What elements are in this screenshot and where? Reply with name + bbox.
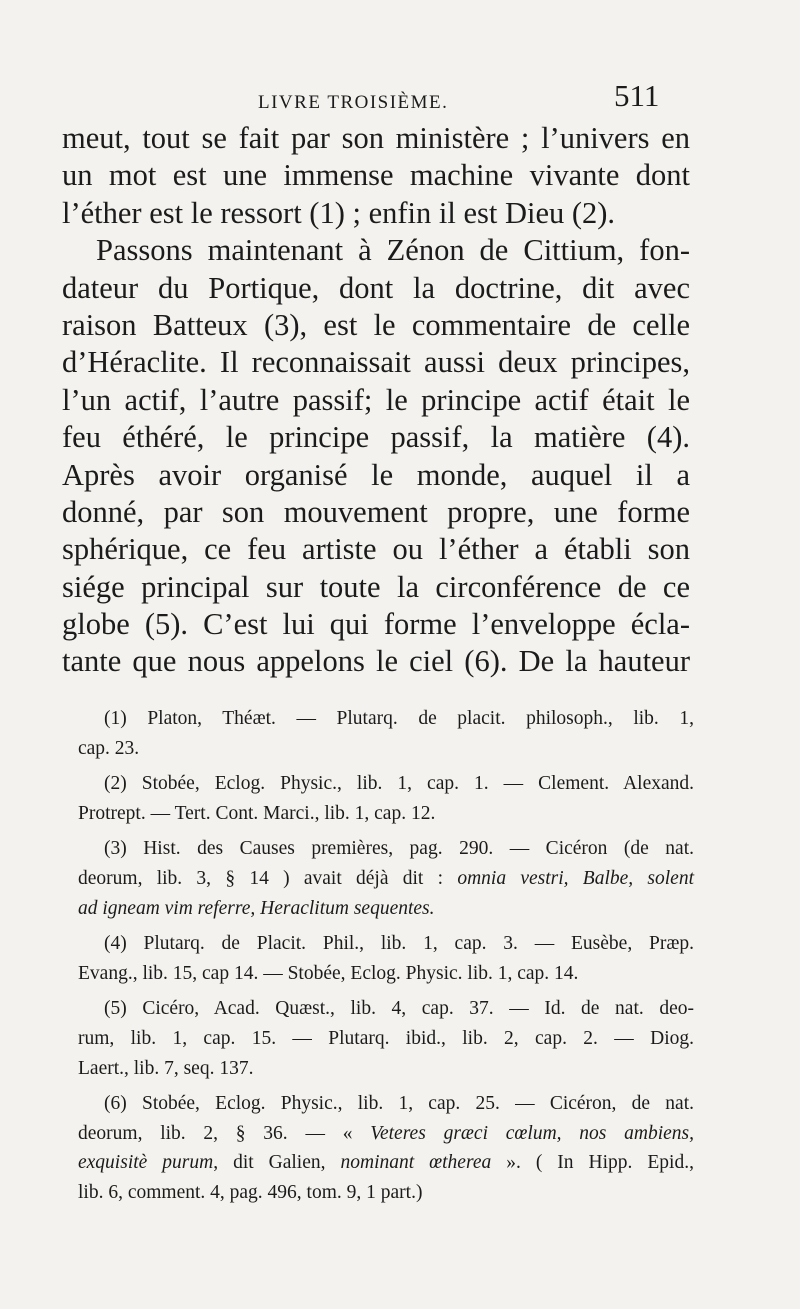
footnote-line: (1) Platon, Théæt. — Plutarq. de placit. philosoph., lib. 1, [104, 708, 694, 729]
footnote-text: , dit Galien, [213, 1152, 341, 1174]
footnote-line: Evang., lib. 15, cap 14. — Stobée, Eclog. Physic. lib. 1, cap. 14. [78, 962, 579, 984]
footnote-1 [78, 704, 694, 763]
footnote-3 [78, 834, 694, 923]
footnote-6 [78, 1089, 694, 1207]
footnote-line: (5) Cicéro, Acad. Quæst., lib. 4, cap. 37. — Id. de nat. deo- [104, 998, 694, 1020]
footnote-text: ». ( In Hipp. Epid., [491, 1152, 694, 1174]
footnotes [78, 704, 694, 1214]
latin-quote-line: ad igneam vim referre, Heraclitum sequentes. [78, 897, 435, 919]
main-text [62, 120, 690, 681]
footnote-line [78, 864, 694, 894]
latin-quote: nominant œtherea [340, 1152, 492, 1174]
footnote-line [78, 1119, 694, 1149]
footnote-line: (2) Stobée, Eclog. Physic., lib. 1, cap. 1. — Clement. Alexand. [104, 773, 694, 795]
text-line: l’éther est le ressort (1) ; enfin il est Dieu (2). [62, 195, 616, 230]
footnote-line: (6) Stobée, Eclog. Physic., lib. 1, cap. 25. — Cicéron, de nat. [104, 1093, 694, 1115]
text-line: donné, par son mouvement propre, une forme [62, 494, 690, 529]
text-line: un mot est une immense machine vivante dont [62, 158, 690, 193]
text-line: Après avoir organisé le monde, auquel il a [62, 457, 690, 492]
footnote-2 [78, 769, 694, 828]
footnote-line: rum, lib. 1, cap. 15. — Plutarq. ibid., lib. 2, cap. 2. — Diog. [78, 1027, 694, 1049]
text-line: raison Batteux (3), est le commentaire de celle [62, 307, 690, 342]
footnote-4 [78, 929, 694, 988]
text-line: dateur du Portique, dont la doctrine, dit avec [62, 270, 690, 305]
footnote-line: (3) Hist. des Causes premières, pag. 290. — Cicéron (de nat. [104, 838, 694, 860]
text-line: l’un actif, l’autre passif; le principe actif était le [62, 382, 690, 417]
page-number: 511 [614, 78, 660, 113]
text-line: d’Héraclite. Il reconnaissait aussi deux principes, [62, 345, 690, 380]
footnote-line: (4) Plutarq. de Placit. Phil., lib. 1, cap. 3. — Eusèbe, Præp. [104, 933, 694, 955]
latin-quote: omnia vestri, Balbe, solent [457, 867, 694, 889]
text-line: Passons maintenant à Zénon de Cittium, fon- [96, 233, 690, 268]
footnote-line: Laert., lib. 7, seq. 137. [78, 1057, 254, 1079]
latin-quote: Veteres græci cœlum, nos ambiens, [370, 1122, 695, 1144]
footnote-text: deorum, lib. 2, § 36. — « [78, 1122, 371, 1144]
text-line: feu éthéré, le principe passif, la matière (4). [62, 420, 690, 455]
footnote-text: deorum, lib. 3, § 14 ) avait déjà dit : [78, 867, 458, 889]
text-line: tante que nous appelons le ciel (6). De la hauteur [62, 644, 690, 679]
text-line: sphérique, ce feu artiste ou l’éther a établi son [62, 532, 690, 567]
footnote-line: Protrept. — Tert. Cont. Marci., lib. 1, cap. 12. [78, 802, 436, 824]
footnote-line [78, 1148, 694, 1178]
footnote-5 [78, 994, 694, 1083]
footnote-line: lib. 6, comment. 4, pag. 496, tom. 9, 1 part.) [78, 1181, 423, 1203]
text-line: globe (5). C’est lui qui forme l’enveloppe écla- [62, 607, 690, 642]
footnote-line: cap. 23. [78, 737, 140, 759]
latin-quote: exquisitè purum [78, 1152, 214, 1174]
running-title: LIVRE TROISIÈME. [258, 92, 449, 113]
text-line: meut, tout se fait par son ministère ; l’univers en [62, 121, 690, 155]
text-line: siége principal sur toute la circonférence de ce [62, 569, 690, 604]
